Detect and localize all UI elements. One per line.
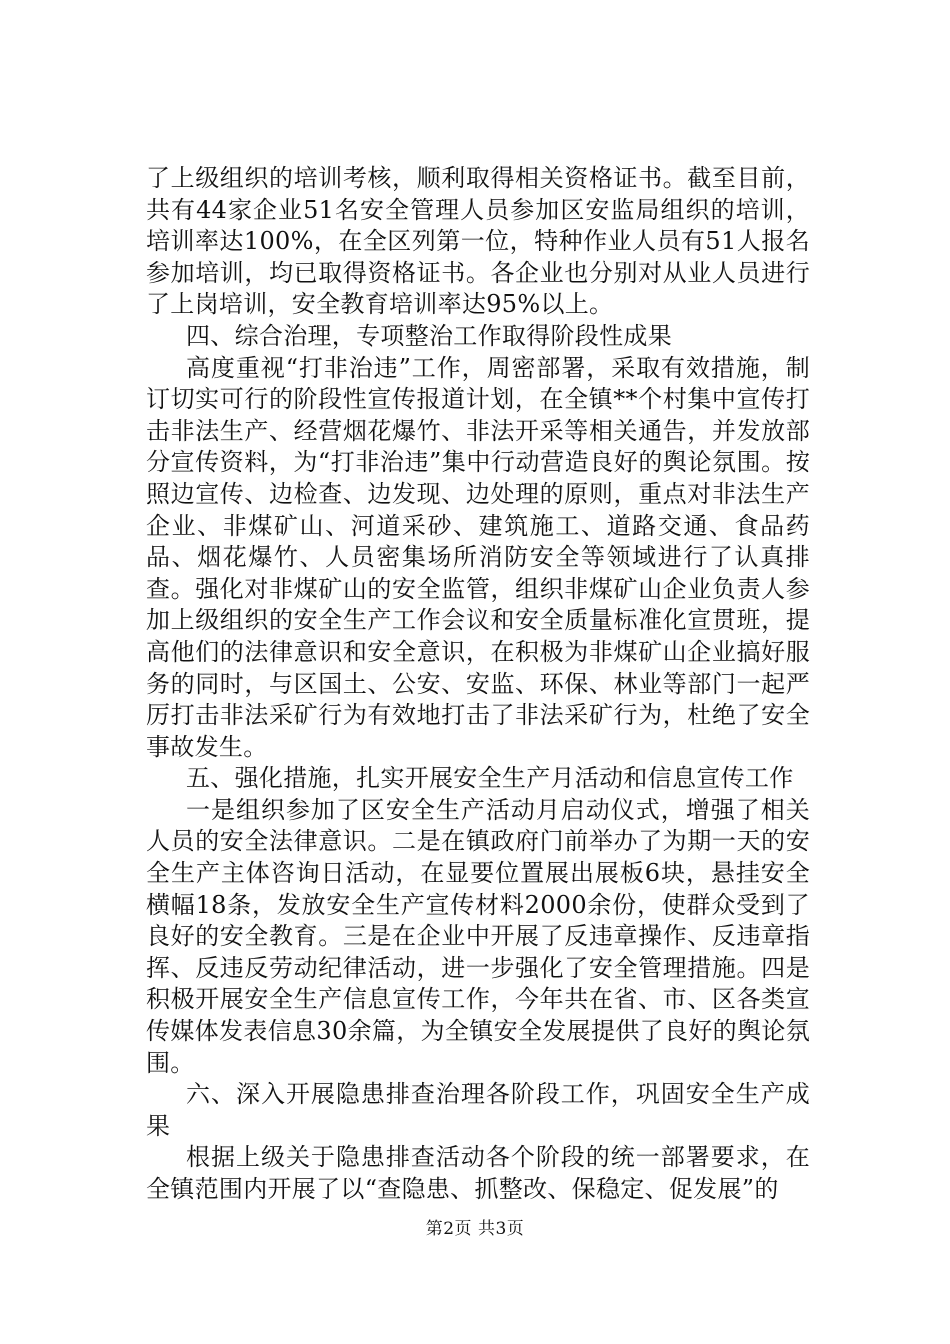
body-paragraph: 高度重视“打非治违”工作，周密部署，采取有效措施，制订切实可行的阶段性宣传报道计划，在全镇**个村集中宣传打击非法生产、经营烟花爆竹、非法开采等相关通告，并发放部分宣传资料，为“打非治违”集中行动营造良好的舆论氛围。按照边宣传、边检查、边发现、边处理的原则，重点对非法生产企业、非煤矿山、河道采砂、建筑施工、道路交通、食品药品、烟花爆竹、人员密集场所消防安全等领域进行了认真排查。强化对非煤矿山的安全监管，组织非煤矿山企业负责人参加上级组织的安全生产工作会议和安全质量标准化宣贯班，提高他们的法律意识和安全意识，在积极为非煤矿山企业搞好服务的同时，与区国土、公安、安监、环保、林业等部门一起严厉打击非法采矿行为有效地打击了非法采矿行为，杜绝了安全事故发生。 <box>146 353 810 761</box>
section-heading-5: 五、强化措施，扎实开展安全生产月活动和信息宣传工作 <box>186 764 794 793</box>
page-number-footer: 第2页 共3页 <box>425 1219 525 1239</box>
body-paragraph: 一是组织参加了区安全生产活动月启动仪式，增强了相关人员的安全法律意识。二是在镇政府门前举办了为期一天的安全生产主体咨询日活动，在显要位置展出展板6块，悬挂安全横幅18条，发放安全生产宣传材料2000余份，使群众受到了良好的安全教育。三是在企业中开展了反违章操作、反违章指挥、反违反劳动纪律活动，进一步强化了安全管理措施。四是积极开展安全生产信息宣传工作，今年共在省、市、区各类宣传媒体发表信息30余篇，为全镇安全发展提供了良好的舆论氛围。 <box>146 795 810 1077</box>
section-heading-6: 六、深入开展隐患排查治理各阶段工作，巩固安全生产成果 <box>146 1080 810 1140</box>
document-body <box>146 163 810 1206</box>
body-paragraph: 根据上级关于隐患排查活动各个阶段的统一部署要求，在全镇范围内开展了以“查隐患、抓整改、保稳定、促发展”的 <box>146 1143 810 1203</box>
body-paragraph: 了上级组织的培训考核，顺利取得相关资格证书。截至目前，共有44家企业51名安全管理人员参加区安监局组织的培训，培训率达100%，在全区列第一位，特种作业人员有51人报名参加培训，均已取得资格证书。各企业也分别对从业人员进行了上岗培训，安全教育培训率达95%以上。 <box>146 164 810 319</box>
section-heading-4: 四、综合治理，专项整治工作取得阶段性成果 <box>186 321 672 350</box>
